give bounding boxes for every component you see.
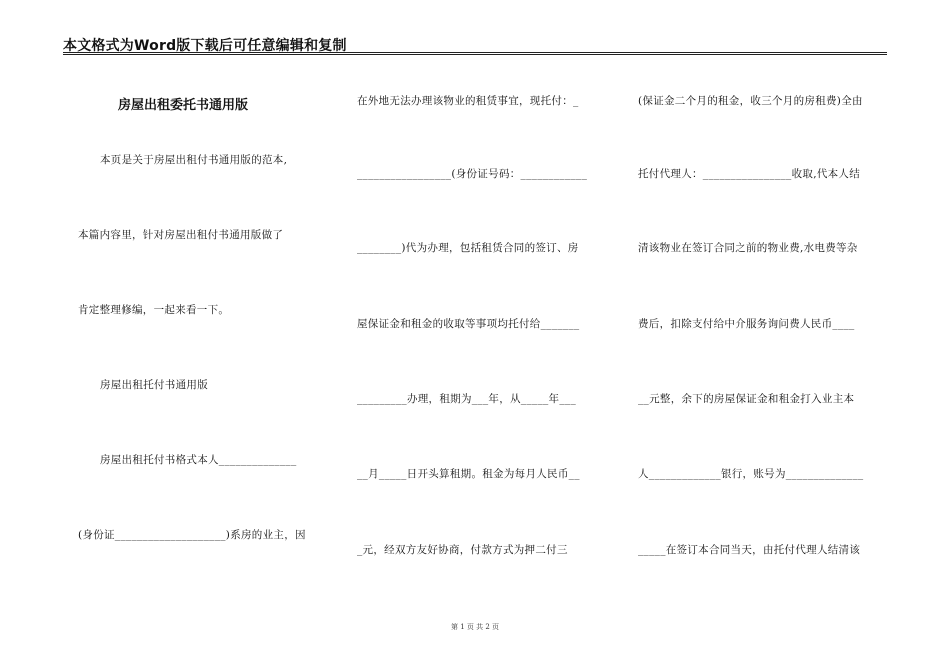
text-line: 费后，扣除支付给中介服务询问费人民币____	[638, 318, 855, 330]
banner-divider	[63, 52, 887, 55]
text-line: _____在签订本合同当天，由托付代理人结清该	[638, 544, 861, 556]
text-line: 肯定整理修编，一起来看一下。	[78, 304, 230, 316]
text-line: 本篇内容里，针对房屋出租付书通用版做了	[78, 229, 284, 241]
text-line: _________________(身份证号码：____________	[357, 168, 588, 180]
text-line: 房屋出租托付书通用版	[100, 379, 208, 391]
text-line: (保证金二个月的租金，收三个月的房租费)全由	[638, 95, 863, 107]
text-line: 人_____________银行，账号为______________	[638, 468, 864, 480]
text-line: _元，经双方友好协商，付款方式为押二付三	[357, 544, 568, 556]
document-title: 房屋出租委托书通用版	[118, 98, 249, 113]
text-line: 本页是关于房屋出租付书通用版的范本,	[100, 154, 288, 166]
text-line: _________办理，租期为___年，从_____年___	[357, 393, 576, 405]
text-line: __月_____日开头算租期。租金为每月人民币__	[357, 468, 580, 480]
text-line: 清该物业在签订合同之前的物业费,水电费等杂	[638, 242, 858, 254]
text-line: (身份证____________________)系房的业主，因	[78, 529, 306, 541]
text-line: 房屋出租托付书格式本人______________	[100, 454, 297, 466]
text-line: ________)代为办理，包括租赁合同的签订、房	[357, 242, 579, 254]
text-line: 在外地无法办理该物业的租赁事宜，现托付：_	[357, 95, 579, 107]
text-line: 屋保证金和租金的收取等事项均托付给_______	[357, 318, 580, 330]
text-line: __元整，余下的房屋保证金和租金打入业主本	[638, 393, 855, 405]
text-line: 托付代理人：________________收取,代本人结	[638, 168, 861, 180]
banner-text: 本文格式为Word版下载后可任意编辑和复制	[63, 38, 347, 54]
page-number: 第 1 页 共 2 页	[450, 623, 500, 631]
